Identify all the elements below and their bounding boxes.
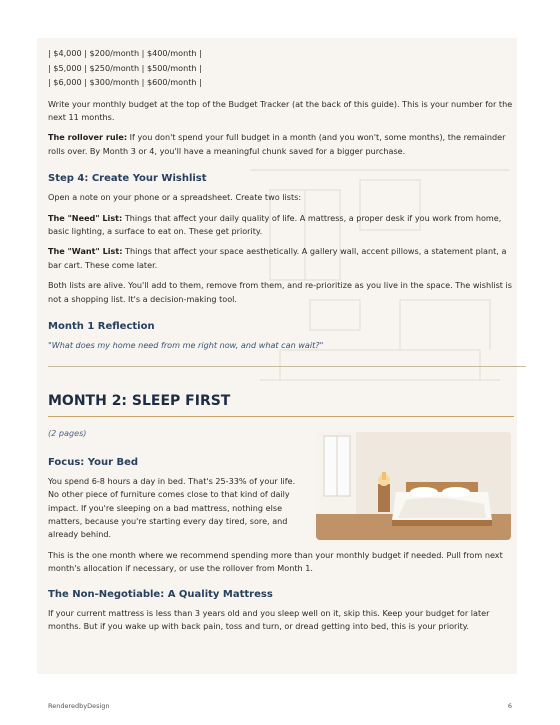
recommend-paragraph: This is the one month where we recommend spending more than your monthly budget if needed. Pull from next month's allocation if necessary, or use the rollover from Month 1.	[48, 549, 503, 574]
need-list-label: The "Need" List:	[48, 212, 123, 223]
lists-alive-paragraph: Both lists are alive. You'll add to them, remove from them, and re-prioritize as you live in the space. The wishlist is not a shopping list. It's a decision-making tool.	[48, 280, 512, 304]
reflection-heading: Month 1 Reflection	[48, 320, 155, 332]
page-count-note: (2 pages)	[48, 428, 87, 439]
reflection-quote: "What does my home need from me right now, and what can wait?"	[48, 339, 324, 350]
document-body	[48, 46, 514, 640]
table-row: | $4,000 | $200/month | $400/month |	[48, 48, 202, 58]
title-underline	[48, 416, 514, 417]
rollover-label: The rollover rule:	[48, 132, 128, 143]
step4-heading: Step 4: Create Your Wishlist	[48, 173, 207, 185]
mattress-heading: The Non-Negotiable: A Quality Mattress	[48, 588, 273, 600]
need-list-text: Things that affect your daily quality of life. A mattress, a proper desk if you work from home, basic lighting, a surface to eat on. These get priority.	[48, 212, 502, 236]
budget-paragraph: Write your monthly budget at the top of the Budget Tracker (at the back of this guide). This is your number for the next 11 months.	[48, 98, 513, 122]
footer-brand: RenderedbyDesign	[48, 702, 110, 710]
focus-heading: Focus: Your Bed	[48, 456, 139, 468]
mattress-paragraph: If your current mattress is less than 3 years old and you sleep well on it, skip this. Keep your budget for later months. But if you wake up with back pain, toss and turn, or dread getting into bed, this is your priority.	[48, 607, 490, 632]
page-footer	[48, 702, 512, 710]
need-list-paragraph	[48, 212, 514, 239]
table-row: | $5,000 | $250/month | $500/month |	[48, 62, 202, 73]
want-list-text: Things that affect your space aesthetically. A gallery wall, accent pillows, a statement plant, a bar cart. These come later.	[48, 246, 507, 270]
focus-paragraph: You spend 6-8 hours a day in bed. That's 25-33% of your life. No other piece of furniture comes close to that kind of daily impact. If you're sleeping on a bad mattress, nothing else matters, because you're starting every day tired, sore, and already behind.	[48, 475, 296, 540]
page-number: 6	[507, 702, 512, 710]
bedroom-photo	[316, 432, 511, 540]
want-list-paragraph	[48, 245, 514, 272]
section-divider	[48, 366, 526, 367]
month2-title: MONTH 2: SLEEP FIRST	[48, 393, 231, 410]
want-list-label: The "Want" List:	[48, 246, 123, 257]
price-table	[48, 46, 514, 90]
step4-intro: Open a note on your phone or a spreadsheet. Create two lists:	[48, 192, 302, 203]
rollover-text: If you don't spend your full budget in a month (and you won't, some months), the remainder rolls over. By Month 3 or 4, you'll have a meaningful chunk saved for a bigger purchase.	[48, 132, 506, 156]
rollover-paragraph	[48, 131, 514, 158]
table-row: | $6,000 | $300/month | $600/month |	[48, 77, 202, 87]
